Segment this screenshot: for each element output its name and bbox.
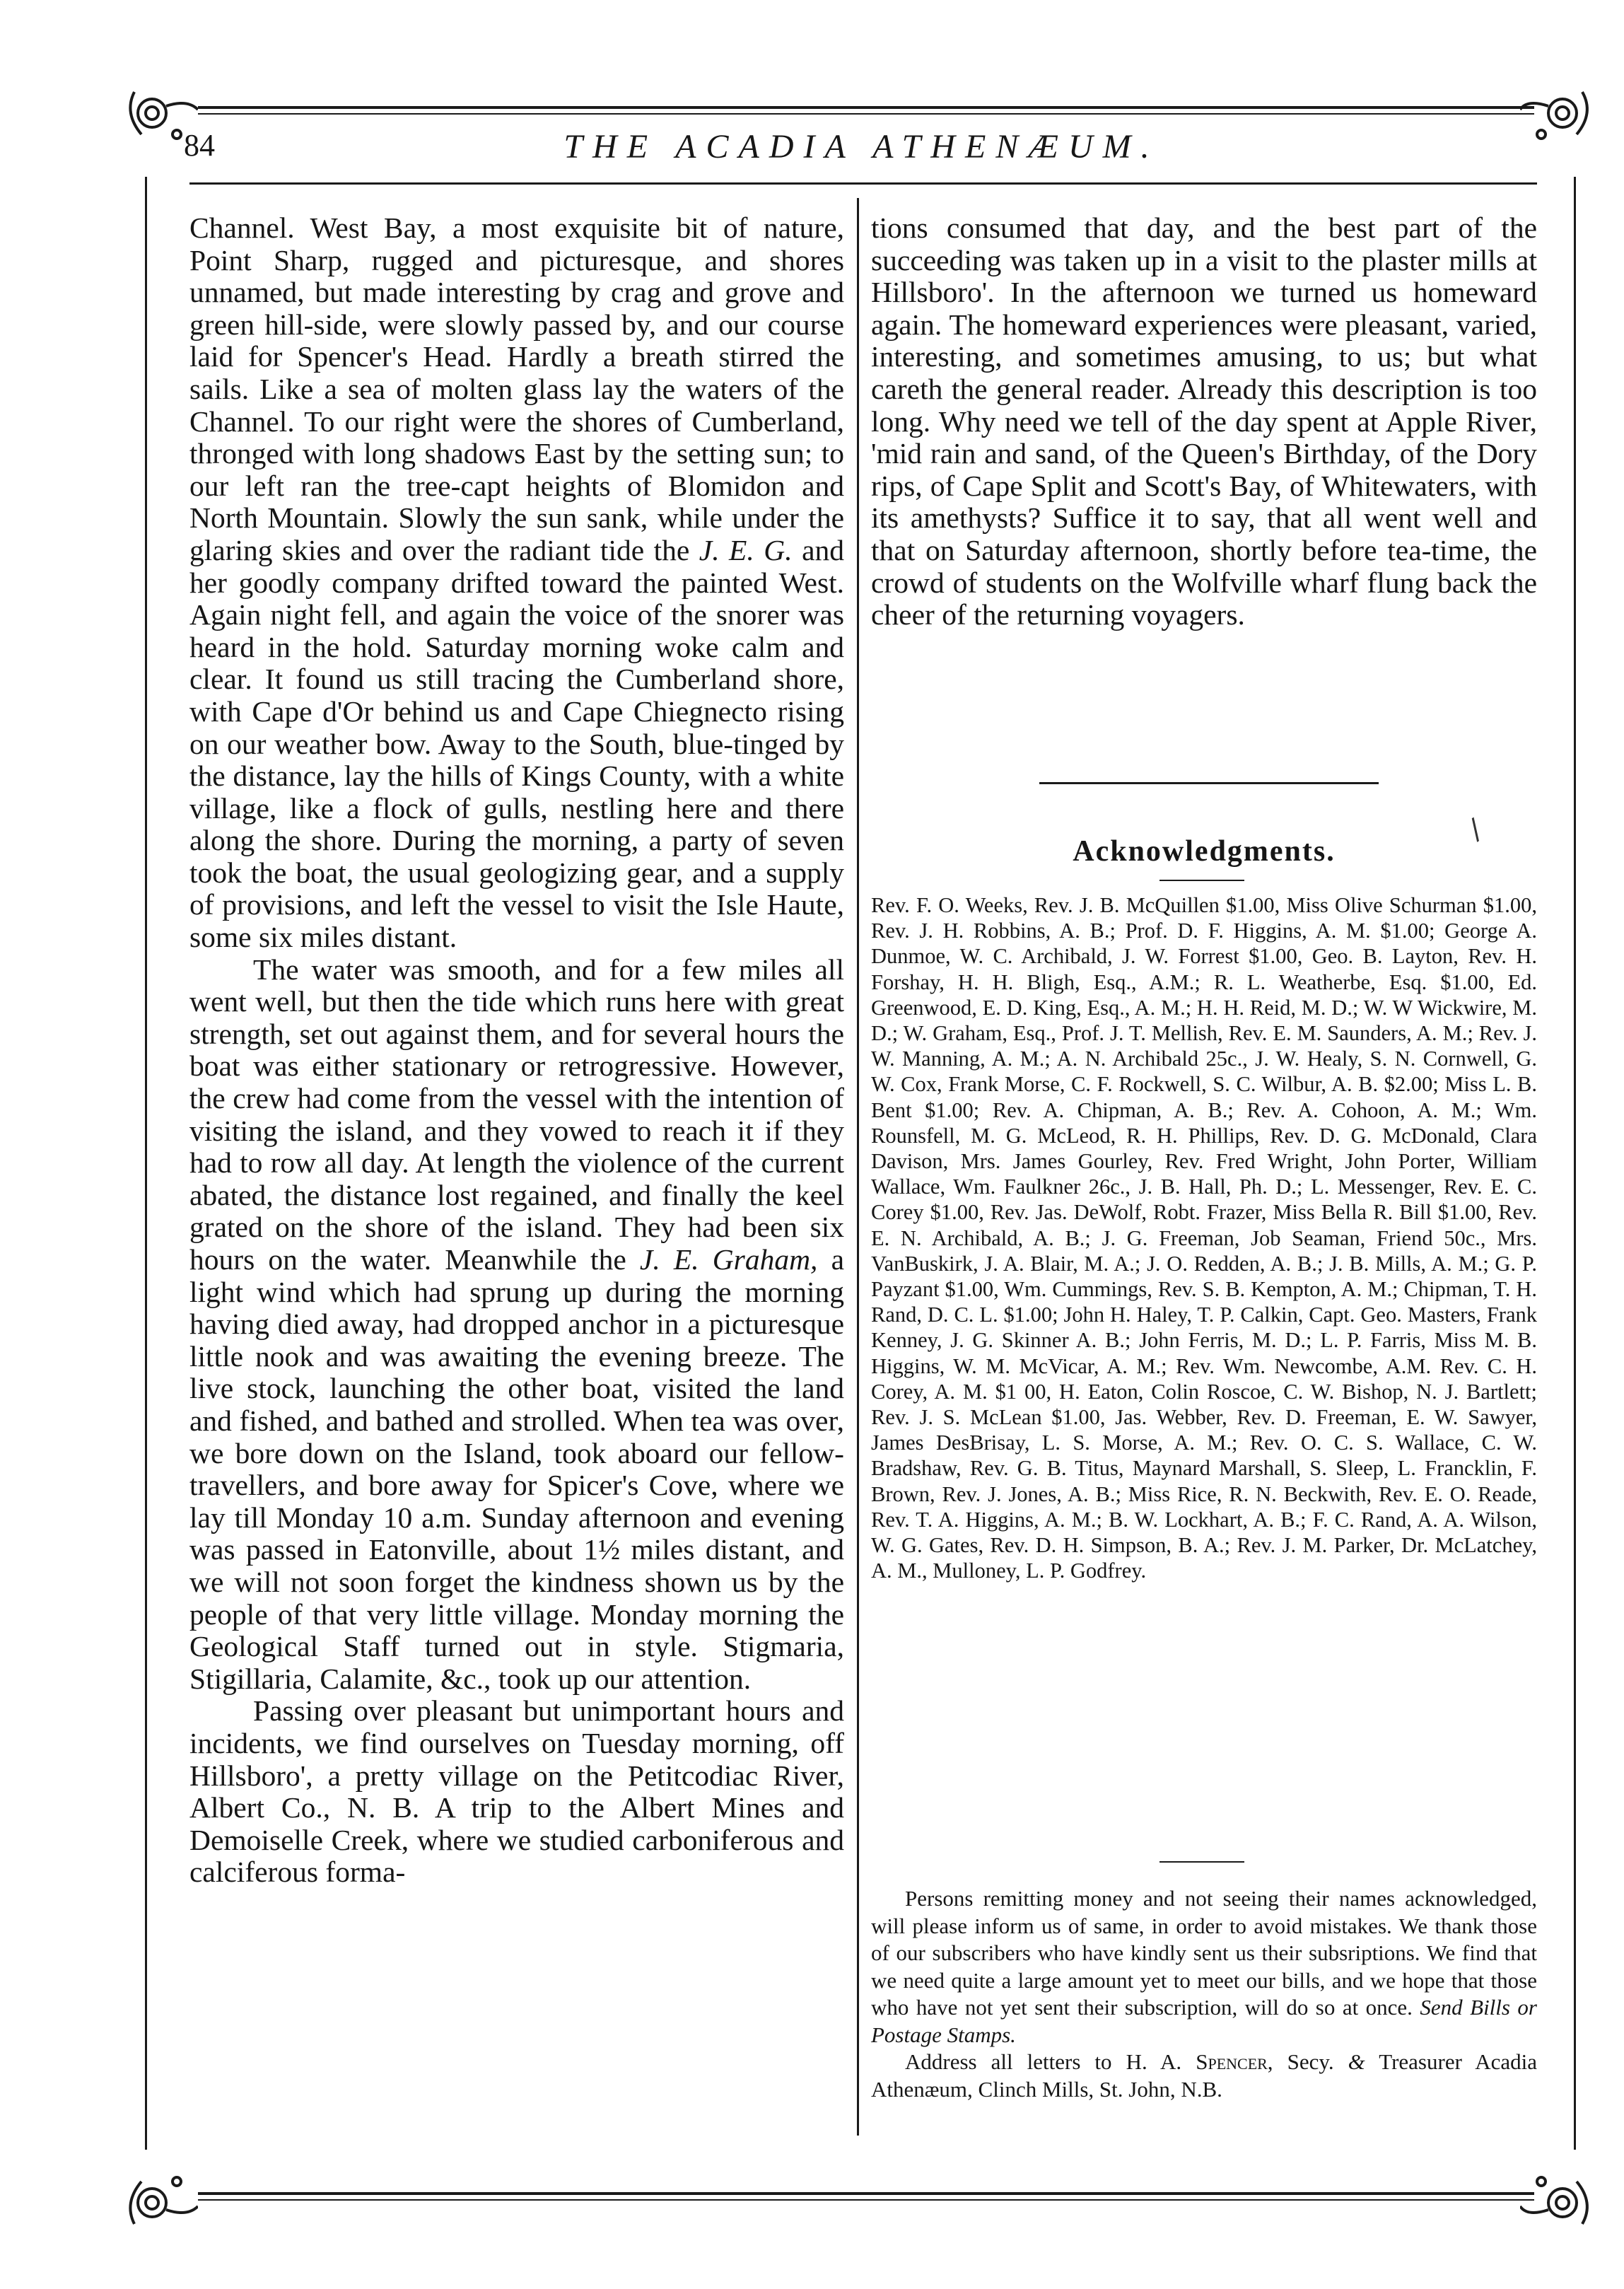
bottom-border-line-inner	[198, 2199, 1534, 2201]
corner-ornament-bottom-right	[1520, 2164, 1598, 2242]
left-paragraph-1	[189, 212, 844, 954]
right-border-line	[1574, 177, 1576, 2150]
notice-paragraph-1	[871, 1885, 1537, 2049]
running-header	[184, 120, 1539, 177]
notice-text: Persons remitting money and not seeing their names acknowledged, will please inform us of same, in order to avoid mistakes. We thank those of our subscribers who have kindly sent us their subsriptions. We find that we need quite a large amount yet to meet our bills, and we hope that those who have not yet sent their subscription, will do so at once.	[871, 1886, 1537, 2020]
treasurer-name: Spencer,	[1196, 2049, 1273, 2074]
notice-paragraph-2	[871, 2049, 1537, 2103]
subscriber-notice	[871, 1885, 1537, 2103]
page-number: 84	[184, 128, 215, 163]
left-p2-tail: a light wind which had sprung up during the morning having died away, had dropped anchor in a picturesque little nook and was awaiting the evening breeze. The live stock, launching the other boat, visited the land and fished, and bathed and strolled. When tea was over, we bore down on the Island, took aboard our fellow-travellers, and bore away for Spicer's Cove, where we lay till Monday 10 a.m. Sunday afternoon and evening was passed in Eatonville, about 1½ miles distant, and we will not soon forget the kindness shown us by the people of that very little village. Monday morning the Geological Staff turned out in style. Stigmaria, Stigillaria, Calamite, &c., took up our attention.	[189, 1243, 844, 1695]
ship-name-initials: J. E. G.	[699, 533, 793, 566]
top-border-line-inner	[198, 113, 1534, 115]
print-mark: /	[1463, 812, 1488, 846]
right-paragraph-1: tions consumed that day, and the best part of the succeeding was taken up in a visit to the plaster mills at Hillsboro'. In the afternoon we turned us homeward again. The homeward experiences were pleasant, varied, interesting, and sometimes amusing, to us; but what careth the general reader. Already this description is too long. Why need we tell of the day spent at Apple River, 'mid rain and sand, of the Queen's Birthday, of the Dory rips, of Cape Split and Scott's Bay, of Whitewaters, with its amethysts? Suffice it to say, that all went well and that on Saturday afternoon, shortly before tea-time, the crowd of students on the Wolfville wharf flung back the cheer of the returning voyagers.	[871, 211, 1537, 631]
treasurer-role: Secy.	[1273, 2049, 1348, 2074]
right-column	[871, 212, 1537, 631]
left-p1-tail: and her goodly company drifted toward the painted West. Again night fell, and again the voice of the snorer was heard in the hold. Saturday morning woke calm and clear. It found us still tracing the Cumberland shore, with Cape d'Or behind us and Cape Chiegnecto rising on our weather bow. Away to the South, blue-tinged by the distance, lay the hills of Kings County, with a white village, like a flock of gulls, nestling here and there along the shore. During the morning, a party of seven took the boat, the usual geologizing gear, and a supply of provisions, and left the vessel to visit the Isle Haute, some six miles distant.	[189, 533, 844, 954]
section-rule-2	[1159, 1861, 1244, 1863]
heading-underline	[1159, 880, 1244, 881]
top-border-line	[198, 106, 1534, 109]
address-lead: Address all letters to H. A.	[905, 2049, 1196, 2074]
acknowledgments-heading: Acknowledgments.	[1073, 835, 1336, 868]
acknowledgments-list: Rev. F. O. Weeks, Rev. J. B. McQuillen $1.00, Miss Olive Schurman $1.00, Rev. J. H. Robbins, A. B.; Prof. D. F. Higgins, A. M. $1.00; George A. Dunmoe, W. C. Archibald, J. W. Forrest $1.00, Geo. B. Layton, Rev. H. Forshay, H. H. Bligh, Esq., A.M.; R. L. Weatherbe, Esq. $1.00, Ed. Greenwood, E. D. King, Esq., A. M.; H. H. Reid, M. D.; W. W Wickwire, M. D.; W. Graham, Esq., Prof. J. T. Mellish, Rev. E. M. Saunders, A. M.; Rev. J. W. Manning, A. M.; A. N. Archibald 25c., J. W. Healy, S. N. Cornwell, G. W. Cox, Frank Morse, C. F. Rockwell, S. C. Wilbur, A. B. $2.00; Miss L. B. Bent $1.00; Rev. A. Chipman, A. B.; Rev. A. Cohoon, A. M.; Wm. Rounsfell, M. G. McLeod, R. H. Phillips, Rev. D. G. McDonald, Clara Davison, Mrs. James Gourley, Rev. Fred Wright, John Porter, William Wallace, Wm. Faulkner 26c., J. B. Hall, Ph. D.; L. Messenger, Rev. E. C. Corey $1.00, Rev. Jas. DeWolf, Robt. Frazer, Miss Bella R. Bill $1.00, Rev. E. N. Archibald, A. B.; J. G. Freeman, Job Seaman, Friend 50c., Mrs. VanBuskirk, J. A. Blair, M. A.; J. O. Redden, A. B.; J. B. Mills, A. M.; G. P. Payzant $1.00, Wm. Cummings, Rev. S. B. Kempton, A. M.; Chipman, T. H. Rand, D. C. L. $1.00; John H. Haley, T. P. Calkin, Capt. Geo. Masters, Frank Kenney, J. G. Skinner A. B.; John Ferris, M. D.; L. P. Farris, Miss M. B. Higgins, W. M. McVicar, A. M.; Rev. Wm. Newcombe, A.M. Rev. C. H. Corey, A. M. $1 00, H. Eaton, Colin Roscoe, C. W. Bishop, N. J. Bartlett; Rev. J. S. McLean $1.00, Jas. Webber, Rev. D. Freeman, E. W. Sawyer, James DesBrisay, L. S. Morse, A. M.; Rev. O. C. S. Wallace, C. W. Bradshaw, Rev. G. B. Titus, Maynard Marshall, S. Sleep, L. Francklin, F. Brown, Rev. J. Jones, A. B.; Miss Rice, R. N. Beckwith, Rev. E. O. Reade, Rev. T. A. Higgins, A. M.; B. W. Lockhart, A. B.; F. C. Rand, A. A. Wilson, W. G. Gates, Rev. D. H. Simpson, B. A.; Rev. J. M. Parker, Dr. McLatchey, A. M., Mulloney, L. P. Godfrey.	[871, 893, 1537, 1583]
notice-instruction: Send Bills or Postage Stamps.	[871, 1995, 1537, 2047]
ampersand: &	[1348, 2049, 1365, 2074]
bottom-border-line	[198, 2192, 1534, 2195]
column-divider	[857, 198, 859, 2136]
corner-ornament-bottom-left	[120, 2164, 198, 2242]
left-p1-text: Channel. West Bay, a most exquisite bit of nature, Point Sharp, rugged and picturesque, and shores unnamed, but made interesting by crag and grove and green hill-side, were slowly passed by, and our course laid for Spencer's Head. Hardly a breath stirred the sails. Like a sea of molten glass lay the waters of the Channel. To our right were the shores of Cumberland, thronged with long shadows East by the setting sun; to our left ran the tree-capt heights of Blomidon and North Mountain. Slowly the sun sank, while under the glaring skies and over the radiant tide the	[189, 211, 844, 566]
left-column	[189, 212, 844, 1889]
address-tail: Treasurer Acadia Athenæum, Clinch Mills, St. John, N.B.	[871, 2049, 1537, 2102]
ship-name-full: J. E. Graham,	[639, 1243, 818, 1276]
left-p2-text: The water was smooth, and for a few miles all went well, but then the tide which runs here with great strength, set out against them, and for several hours the boat was either stationary or retrogressive. However, the crew had come from the vessel with the intention of visiting the island, and they vowed to reach it if they had to row all day. At length the violence of the current abated, the distance lost regained, and finally the keel grated on the shore of the island. They had been six hours on the water. Meanwhile the	[189, 953, 844, 1276]
left-paragraph-2	[189, 954, 844, 1696]
header-rule	[189, 182, 1537, 185]
left-border-line	[145, 177, 147, 2150]
journal-title: THE ACADIA ATHENÆUM.	[563, 128, 1159, 165]
section-rule-1	[1039, 782, 1379, 784]
left-paragraph-3: Passing over pleasant but unimportant hours and incidents, we find ourselves on Tuesday morning, off Hillsboro', a pretty village on the Petitcodiac River, Albert Co., N. B. A trip to the Albert Mines and Demoiselle Creek, where we studied carboniferous and calciferous forma-	[189, 1694, 844, 1889]
